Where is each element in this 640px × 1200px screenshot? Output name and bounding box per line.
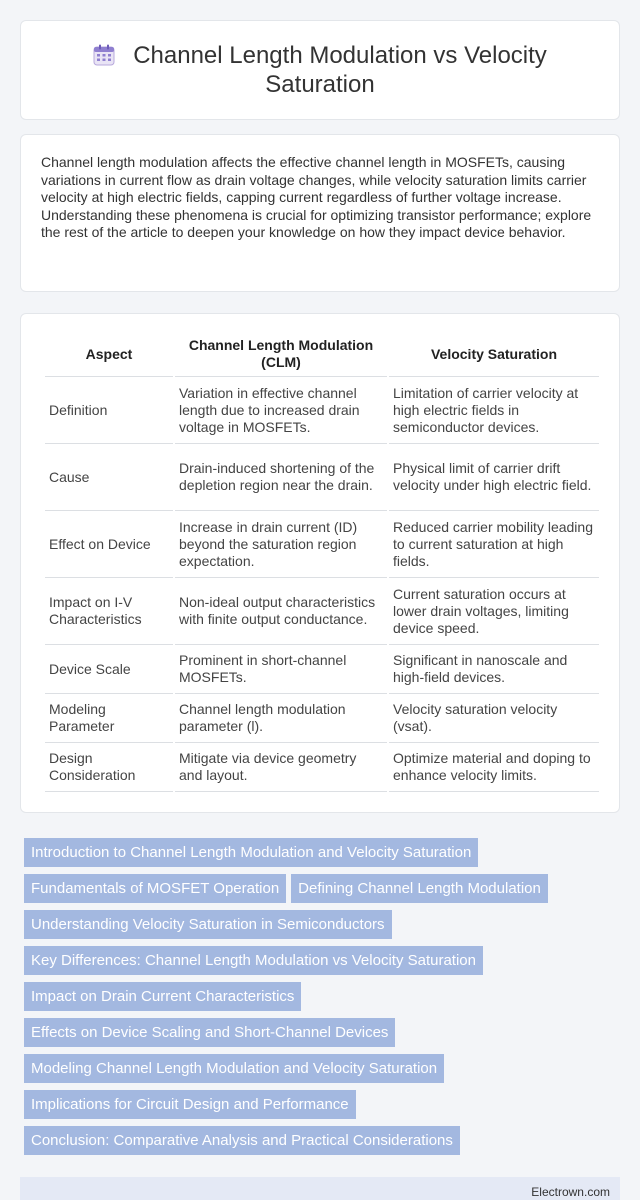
table-row [45,645,599,694]
table-cell-clm: Prominent in short-channel MOSFETs. [175,645,387,694]
table-row [45,377,599,444]
table-cell-aspect: Design Consideration [45,743,173,792]
table-cell-vsat: Current saturation occurs at lower drain voltages, limiting device speed. [389,578,599,645]
comparison-table [43,332,601,792]
summary-text: Channel length modulation affects the effective channel length in MOSFETs, causing variations in current flow as drain voltage changes, while velocity saturation limits carrier velocity at high electric fields, capping current regardless of further voltage increase. Understanding these phenomena is crucial for optimizing transistor performance; explore the rest of the article to deepen your knowledge on how they impact device behavior. [41,154,592,241]
table-cell-vsat: Significant in nanoscale and high-field devices. [389,645,599,694]
toc-link[interactable]: Defining Channel Length Modulation [291,874,548,903]
calendar-grid-icon [93,44,115,66]
footer-brand: Electrown.com [531,1185,610,1199]
table-cell-vsat: Optimize material and doping to enhance velocity limits. [389,743,599,792]
table-header-cell: Velocity Saturation [389,332,599,377]
table-cell-clm: Channel length modulation parameter (l). [175,694,387,743]
table-row [45,694,599,743]
toc-link[interactable]: Implications for Circuit Design and Performance [24,1090,356,1119]
comparison-table-card [20,313,620,813]
table-cell-aspect: Cause [45,444,173,511]
footer [20,1177,620,1200]
toc-link[interactable]: Modeling Channel Length Modulation and Velocity Saturation [24,1054,444,1083]
toc-link[interactable]: Conclusion: Comparative Analysis and Practical Considerations [24,1126,460,1155]
table-cell-aspect: Modeling Parameter [45,694,173,743]
table-cell-vsat: Physical limit of carrier drift velocity under high electric field. [389,444,599,511]
title-card [20,20,620,120]
toc-link[interactable]: Impact on Drain Current Characteristics [24,982,301,1011]
toc-link[interactable]: Understanding Velocity Saturation in Semiconductors [24,910,392,939]
page-title-text: Channel Length Modulation vs Velocity Saturation [133,42,547,98]
table-header-row [45,332,599,377]
toc-link[interactable]: Fundamentals of MOSFET Operation [24,874,286,903]
table-cell-clm: Mitigate via device geometry and layout. [175,743,387,792]
toc-links [22,838,622,1162]
table-row [45,444,599,511]
table-cell-clm: Increase in drain current (ID) beyond the saturation region expectation. [175,511,387,578]
table-cell-vsat: Limitation of carrier velocity at high electric fields in semiconductor devices. [389,377,599,444]
table-cell-aspect: Device Scale [45,645,173,694]
table-cell-vsat: Velocity saturation velocity (vsat). [389,694,599,743]
page-title [51,41,589,99]
table-header-cell: Aspect [45,332,173,377]
table-cell-clm: Variation in effective channel length due to increased drain voltage in MOSFETs. [175,377,387,444]
table-header-cell: Channel Length Modulation (CLM) [175,332,387,377]
toc-link[interactable]: Key Differences: Channel Length Modulation vs Velocity Saturation [24,946,483,975]
summary-card [20,134,620,292]
toc-link[interactable]: Effects on Device Scaling and Short-Channel Devices [24,1018,395,1047]
toc-link[interactable]: Introduction to Channel Length Modulation and Velocity Saturation [24,838,478,867]
table-cell-aspect: Definition [45,377,173,444]
table-row [45,578,599,645]
table-cell-aspect: Impact on I-V Characteristics [45,578,173,645]
table-cell-clm: Drain-induced shortening of the depletion region near the drain. [175,444,387,511]
table-cell-vsat: Reduced carrier mobility leading to current saturation at high fields. [389,511,599,578]
table-cell-clm: Non-ideal output characteristics with finite output conductance. [175,578,387,645]
table-row [45,511,599,578]
table-cell-aspect: Effect on Device [45,511,173,578]
table-row [45,743,599,792]
